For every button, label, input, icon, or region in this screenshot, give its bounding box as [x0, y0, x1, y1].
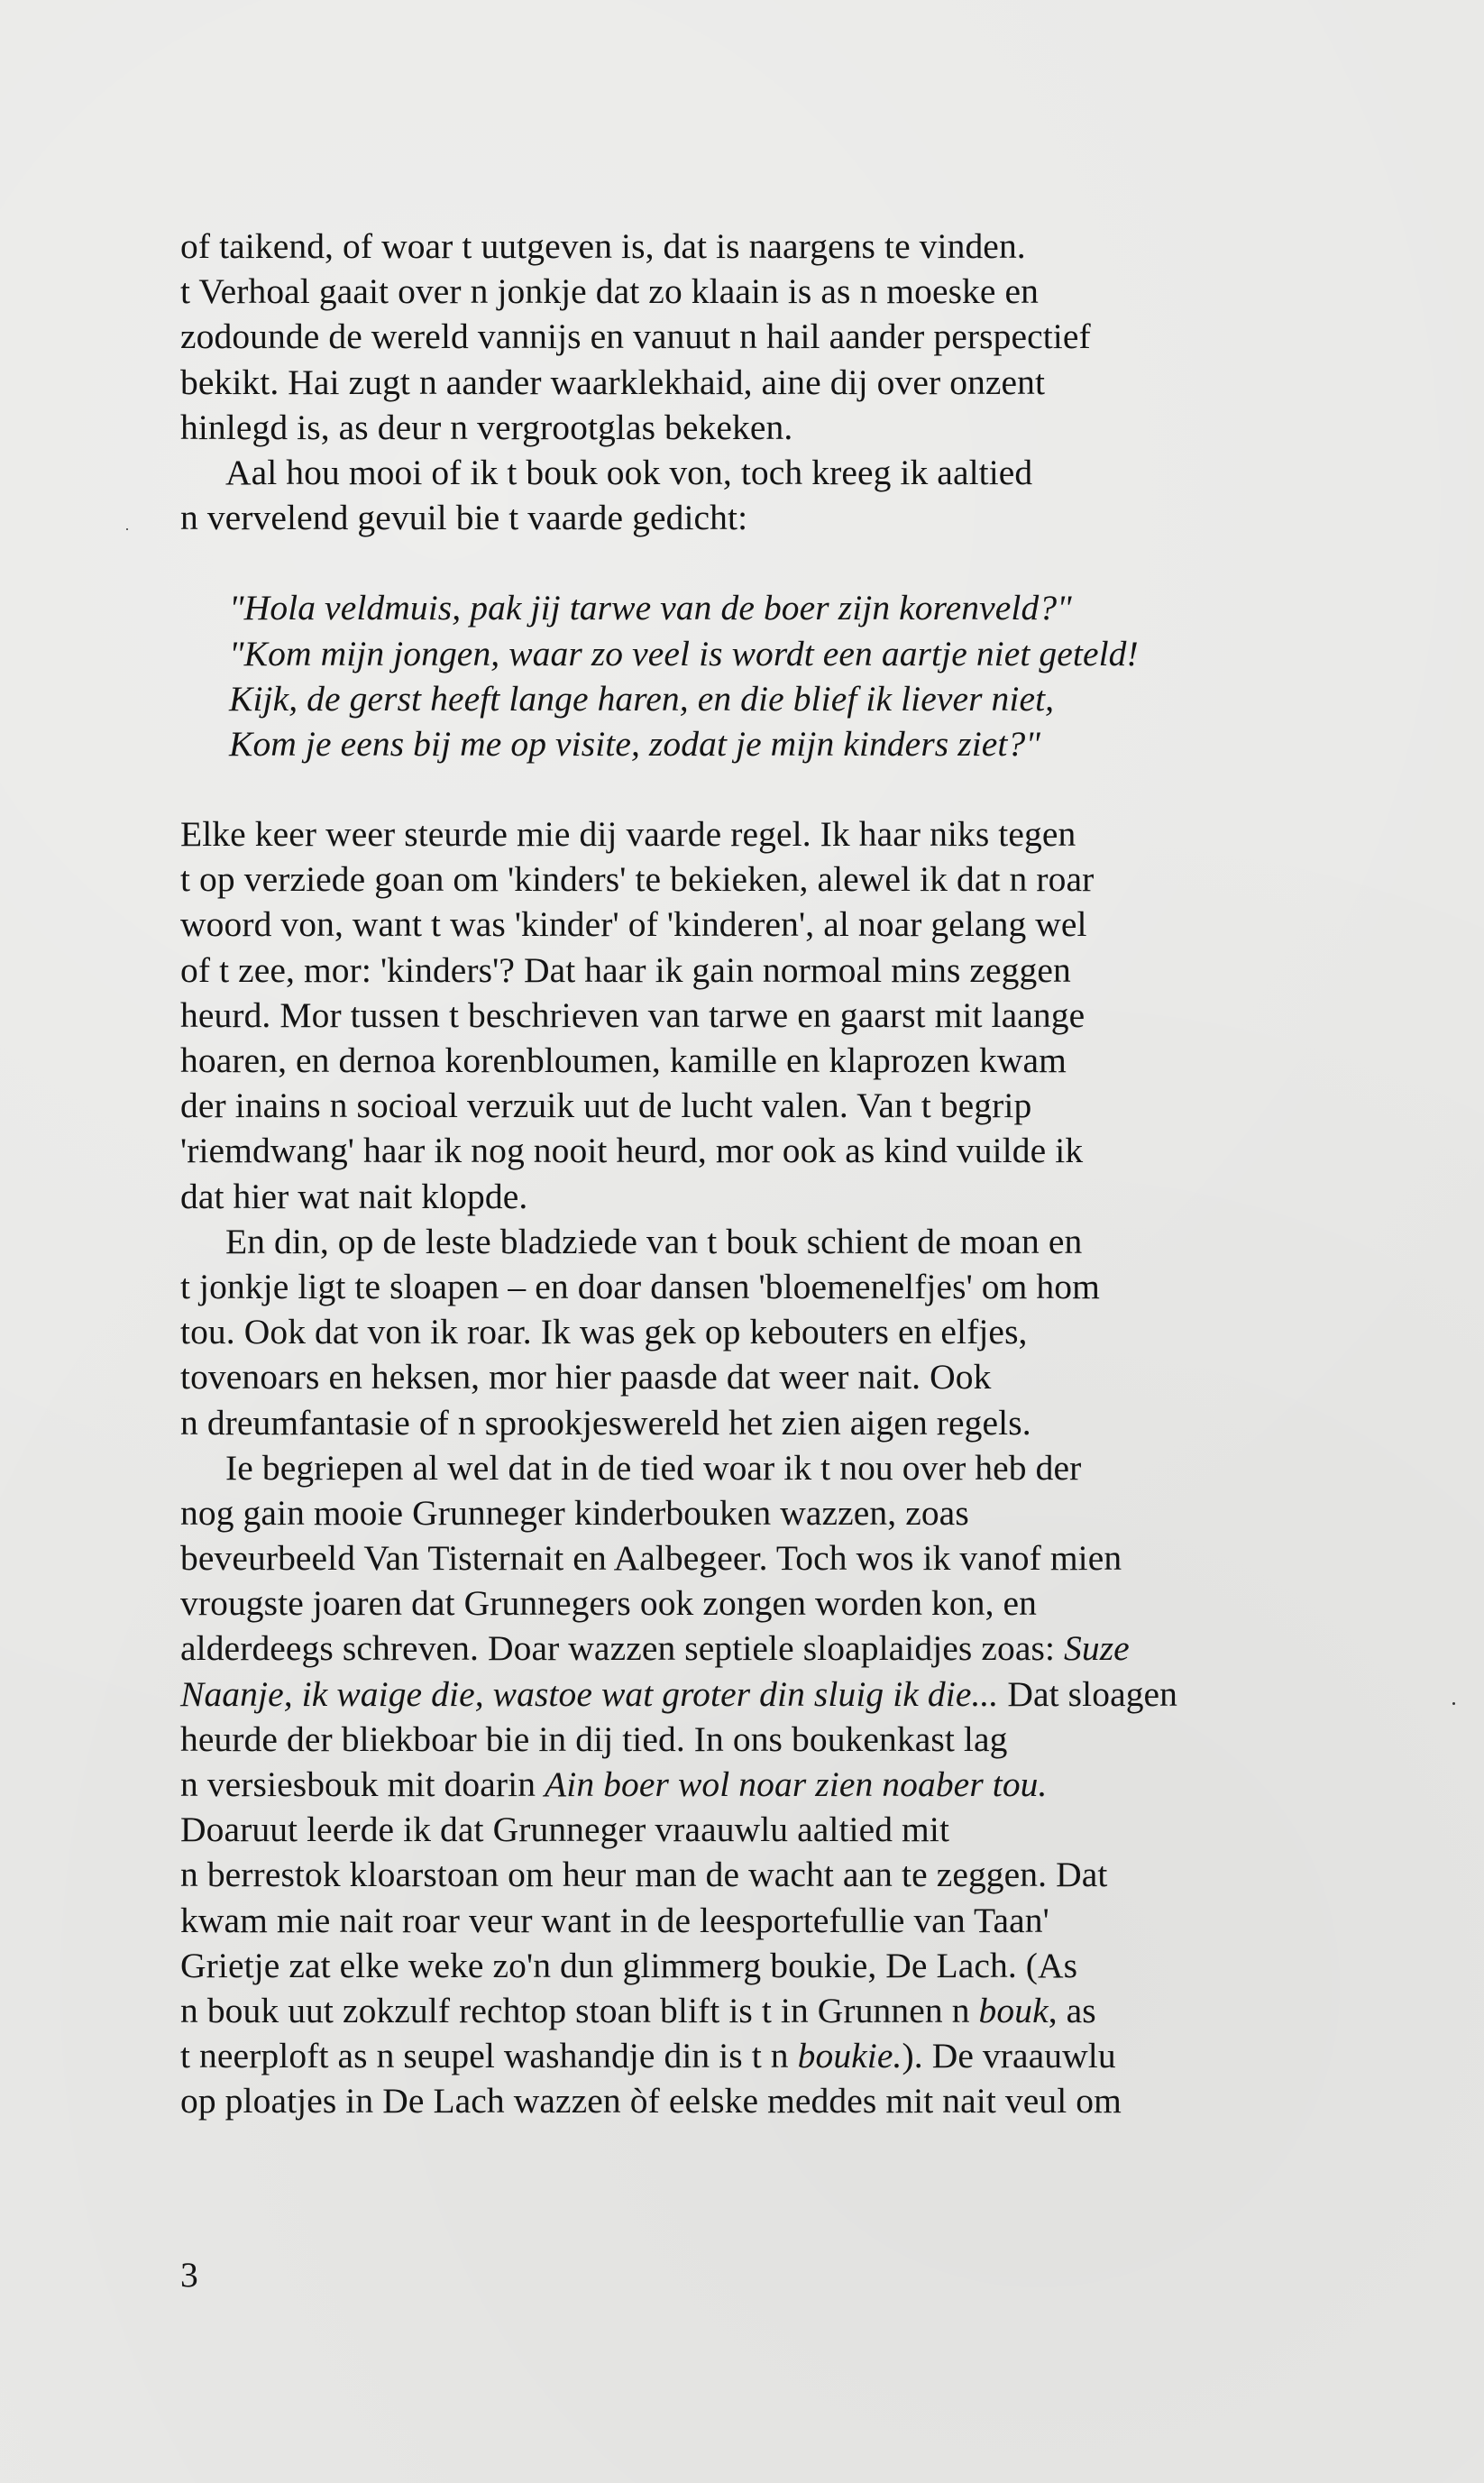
- text-line: hoaren, en dernoa korenbloumen, kamille en klaprozen kwam: [180, 1040, 1067, 1080]
- italic-run: Suze: [1064, 1628, 1130, 1669]
- text-line: of t zee, mor: 'kinders'? Dat haar ik gain normoal mins zeggen: [180, 949, 1071, 990]
- text-line: kwam mie nait roar veur want in de leesportefullie van Taan': [180, 1900, 1049, 1940]
- text-line: zodounde de wereld vannijs en vanuut n hail aander perspectief: [180, 316, 1091, 357]
- poem-line: "Kom mijn jongen, waar zo veel is wordt een aartje niet geteld!: [229, 633, 1139, 673]
- text-line: t jonkje ligt te sloapen – en doar dansen 'bloemenelfjes' om hom: [180, 1266, 1100, 1306]
- paragraph-1: [180, 224, 1298, 450]
- text-line: vrougste joaren dat Grunnegers ook zongen worden kon, en: [180, 1583, 1038, 1624]
- text-run: n bouk uut zokzulf rechtop stoan blift is t in Grunnen n: [180, 1990, 979, 2030]
- poem-quote: [180, 585, 1298, 766]
- italic-run: Ain boer wol noar zien noaber tou.: [545, 1764, 1048, 1804]
- text-line: Elke keer weer steurde mie dij vaarde regel. Ik haar niks tegen: [180, 814, 1076, 855]
- text-line: of taikend, of woar t uutgeven is, dat is naargens te vinden.: [180, 226, 1026, 266]
- text-line: Grietje zat elke weke zo'n dun glimmerg boukie, De Lach. (As: [180, 1945, 1078, 1985]
- paragraph-5: [180, 1445, 1298, 2124]
- text-line: heurd. Mor tussen t beschrieven van tarwe en gaarst mit laange: [180, 994, 1086, 1035]
- italic-run: boukie.: [797, 2036, 902, 2076]
- spacer: [180, 540, 1298, 585]
- page-number: 3: [180, 2255, 198, 2295]
- text-line: tovenoars en heksen, mor hier paasde dat weer nait. Ook: [180, 1357, 992, 1397]
- print-speck: [1452, 1702, 1455, 1705]
- text-run: n versiesbouk mit doarin: [180, 1764, 545, 1804]
- text-line: t op verziede goan om 'kinders' te bekieken, alewel ik dat n roar: [180, 859, 1095, 900]
- text-line: n dreumfantasie of n sprookjeswereld het zien aigen regels.: [180, 1402, 1031, 1443]
- print-speck: [126, 528, 128, 530]
- text-line: dat hier wat nait klopde.: [180, 1176, 528, 1216]
- poem-line: Kijk, de gerst heeft lange haren, en die blief ik liever niet,: [229, 678, 1055, 719]
- text-line: [180, 1762, 1298, 1807]
- italic-run: bouk: [978, 1990, 1049, 2030]
- text-line: woord von, want t was 'kinder' of 'kinderen', al noar gelang wel: [180, 904, 1087, 945]
- text-line: [180, 1672, 1298, 1717]
- text-line: der inains n socioal verzuik uut de lucht valen. Van t begrip: [180, 1086, 1032, 1126]
- text-line: En din, op de leste bladziede van t bouk schient de moan en: [225, 1221, 1083, 1261]
- text-line: n vervelend gevuil bie t vaarde gedicht:: [180, 498, 748, 538]
- text-line: n berrestok kloarstoan om heur man de wacht aan te zeggen. Dat: [180, 1855, 1108, 1895]
- text-line: heurde der bliekboar bie in dij tied. In ons boukenkast lag: [180, 1718, 1008, 1759]
- paragraph-2: [180, 450, 1298, 540]
- text-line: nog gain mooie Grunneger kinderbouken wazzen, zoas: [180, 1492, 969, 1533]
- text-line: 'riemdwang' haar ik nog nooit heurd, mor ook as kind vuilde ik: [180, 1131, 1084, 1171]
- text-line: [180, 1988, 1298, 2033]
- text-run: alderdeegs schreven. Doar wazzen septiele sloaplaidjes zoas:: [180, 1628, 1065, 1669]
- poem-line: Kom je eens bij me op visite, zodat je mijn kinders ziet?": [229, 723, 1041, 764]
- text-line: [180, 1626, 1298, 1671]
- text-line: Aal hou mooi of ik t bouk ook von, toch kreeg ik aaltied: [225, 452, 1033, 492]
- text-line: t Verhoal gaait over n jonkje dat zo klaain is as n moeske en: [180, 271, 1039, 312]
- paragraph-3: [180, 811, 1298, 1219]
- poem-line: "Hola veldmuis, pak jij tarwe van de boer zijn korenveld?": [229, 588, 1072, 628]
- text-run: ). De vraauwlu: [902, 2036, 1116, 2076]
- text-line: tou. Ook dat von ik roar. Ik was gek op kebouters en elfjes,: [180, 1312, 1028, 1352]
- paragraph-4: [180, 1219, 1298, 1445]
- text-run: t neerploft as n seupel washandje din is t n: [180, 2036, 798, 2076]
- text-run: Dat sloagen: [998, 1673, 1178, 1714]
- spacer: [180, 766, 1298, 811]
- text-line: [180, 2033, 1298, 2078]
- text-line: bekikt. Hai zugt n aander waarklekhaid, aine dij over onzent: [180, 362, 1046, 402]
- italic-run: Naanje, ik waige die, wastoe wat groter din sluig ik die...: [180, 1673, 999, 1714]
- text-run: , as: [1048, 1990, 1096, 2030]
- body-text: [180, 224, 1298, 2124]
- text-line: beveurbeeld Van Tisternait en Aalbegeer. Toch wos ik vanof mien: [180, 1538, 1122, 1579]
- text-line: op ploatjes in De Lach wazzen òf eelske meddes mit nait veul om: [180, 2081, 1122, 2121]
- text-line: Doaruut leerde ik dat Grunneger vraauwlu aaltied mit: [180, 1810, 950, 1850]
- text-line: Ie begriepen al wel dat in de tied woar ik t nou over heb der: [225, 1447, 1082, 1488]
- text-line: hinlegd is, as deur n vergrootglas bekeken.: [180, 407, 793, 447]
